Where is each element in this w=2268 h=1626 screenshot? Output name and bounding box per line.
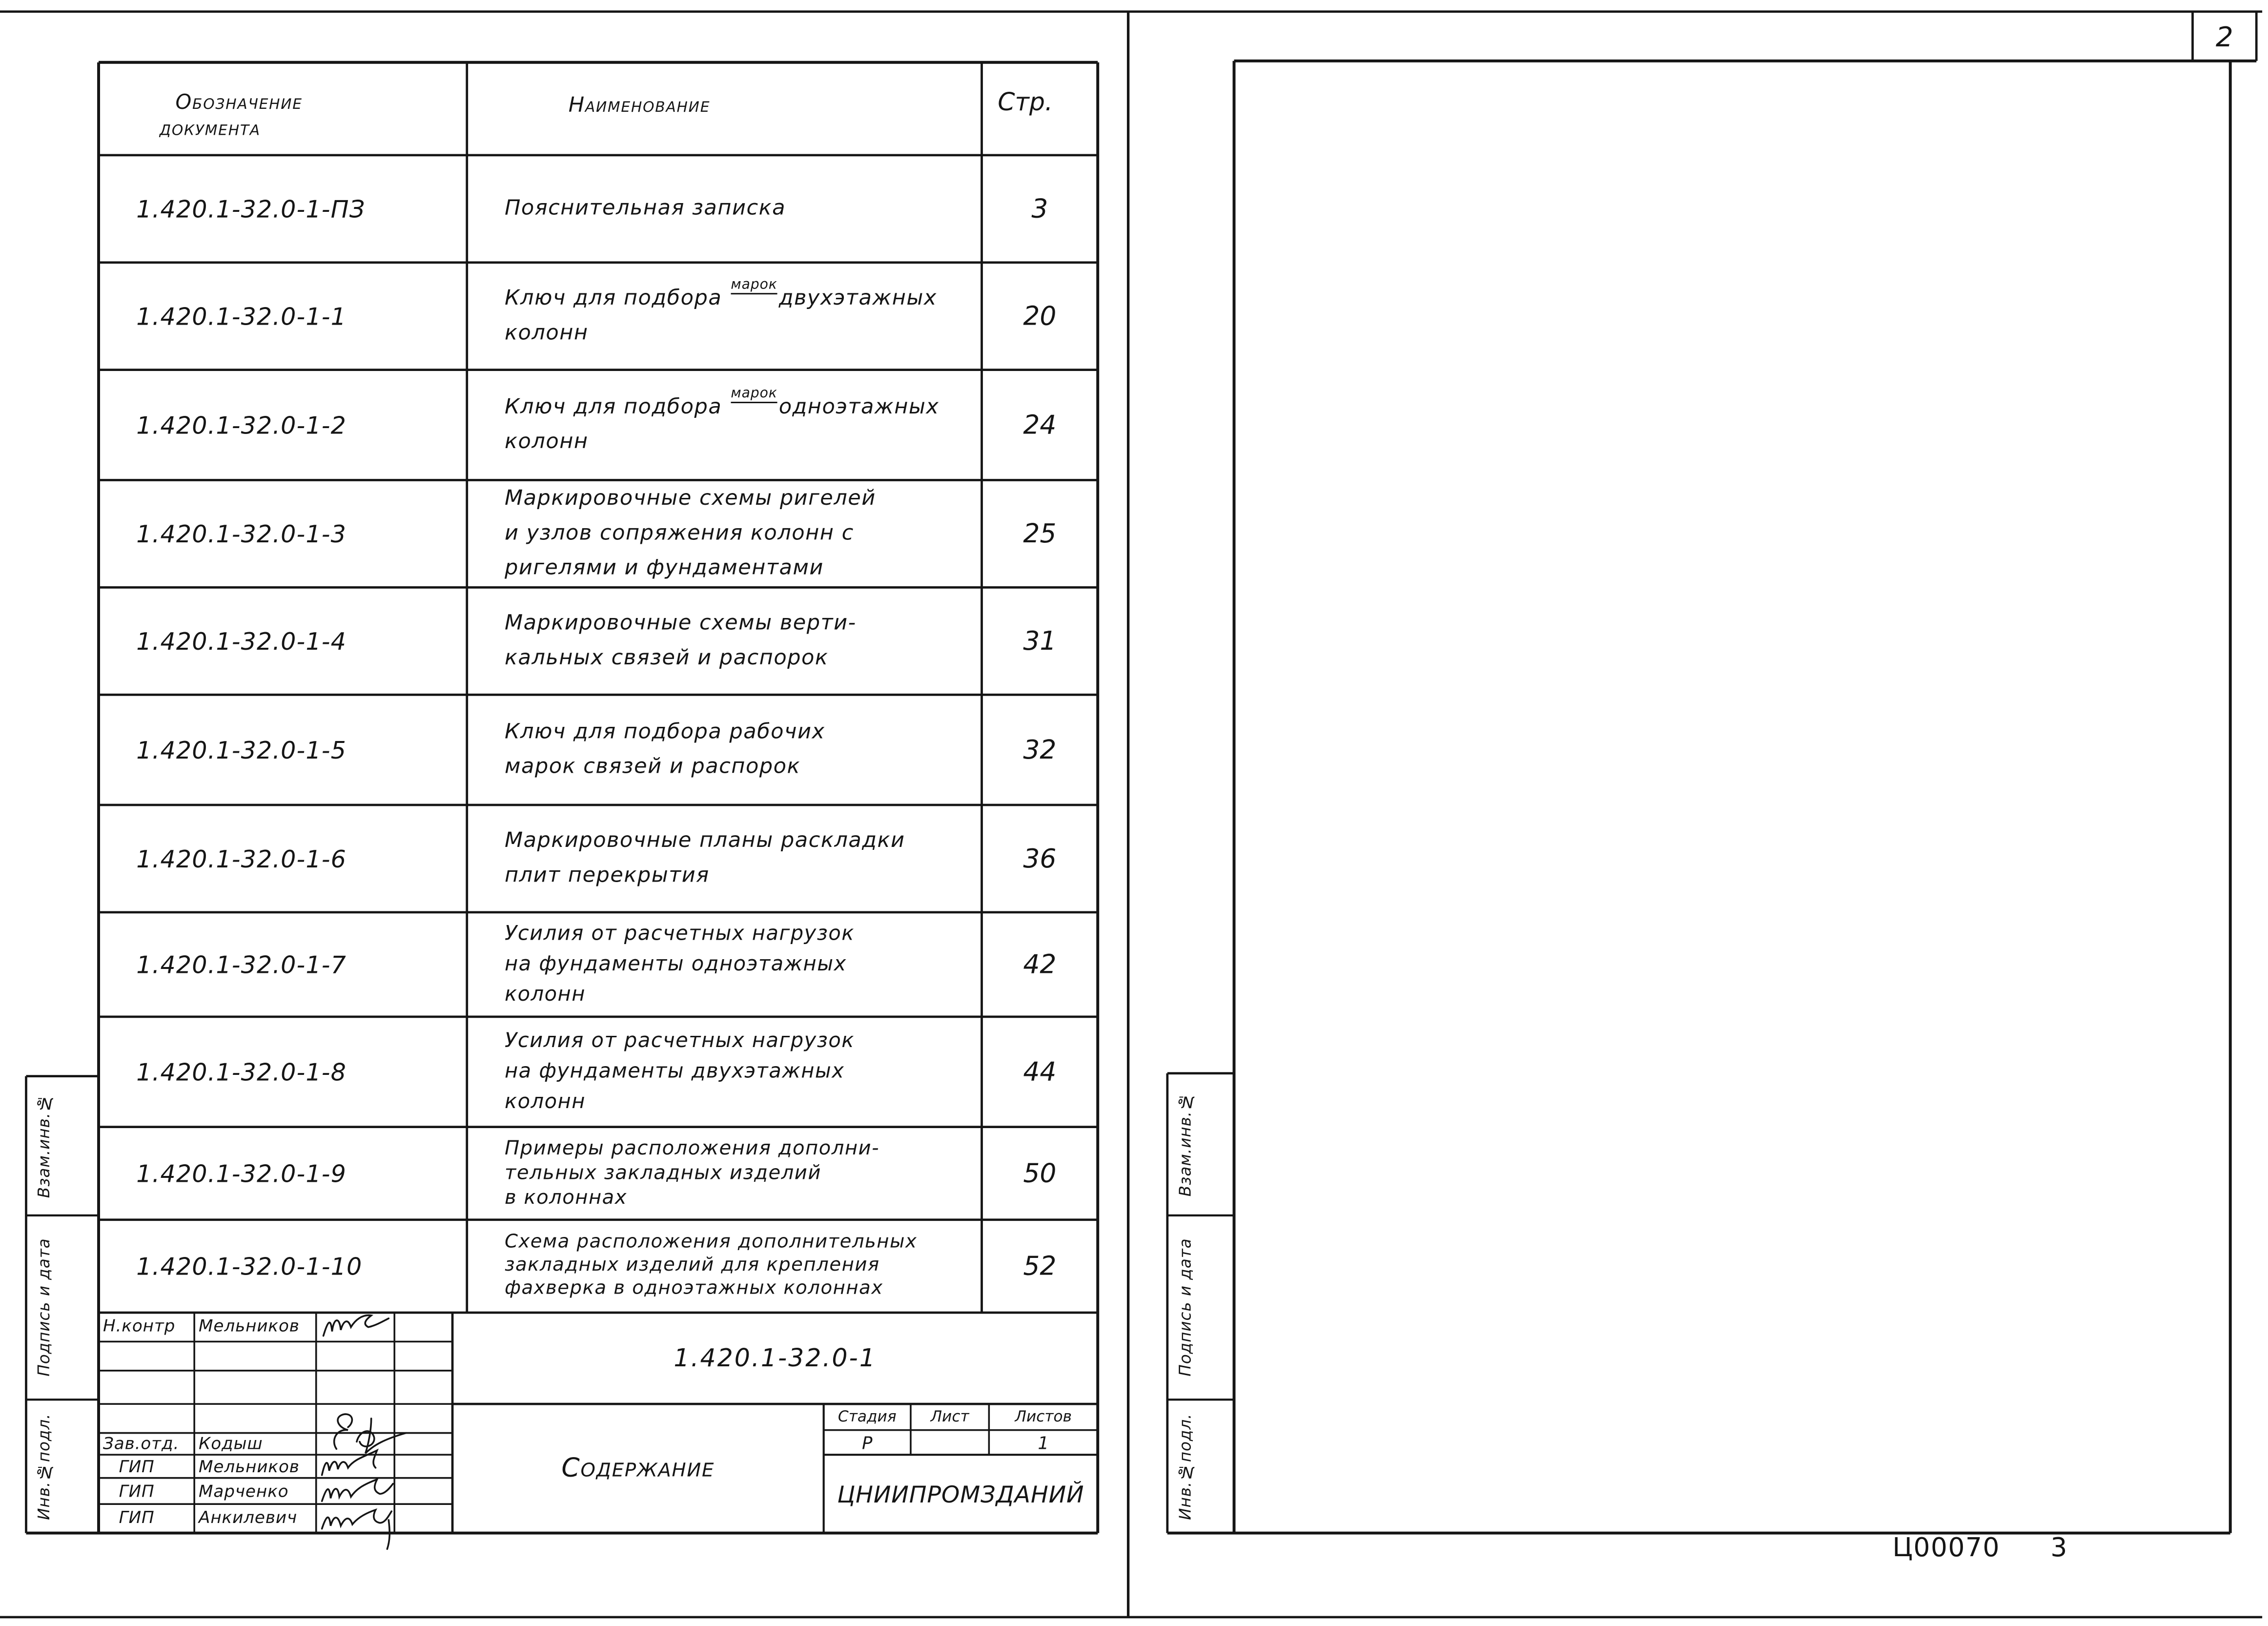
sheets-total-value: 1 (1038, 1432, 1049, 1453)
row-page: 20 (1023, 301, 1057, 331)
archive-code: Ц00070 (1892, 1533, 2001, 1564)
archive-page: 3 (2050, 1533, 2067, 1564)
row-name-line (504, 386, 982, 425)
organization-name: ЦНИИПРОМЗДАНИЙ (837, 1480, 1084, 1508)
signature-name-chief-engineer-1: Мельников (199, 1456, 300, 1477)
contents-row (99, 912, 1098, 1017)
signature-role-chief-engineer-1: ГИП (119, 1456, 155, 1477)
row-designation: 1.420.1-32.0-1-4 (136, 627, 347, 655)
side-stamp-replacement-inv: Взам.инв.№ (35, 1093, 54, 1198)
row-designation: 1.420.1-32.0-1-2 (136, 411, 347, 439)
row-name-line: Ключ для подбора рабочих (504, 720, 825, 744)
row-name-part: Ключ для подбора (504, 396, 722, 419)
row-name-line: колонн (504, 983, 586, 1006)
row-designation: 1.420.1-32.0-1-5 (136, 736, 347, 764)
header-page: Стр. (998, 88, 1053, 118)
row-name (467, 1220, 982, 1313)
row-designation: 1.420.1-32.0-1-7 (136, 950, 347, 979)
row-name (467, 587, 982, 695)
contents-row (99, 1220, 1098, 1313)
row-page: 3 (1031, 193, 1048, 225)
row-name-line: марок связей и распорок (504, 756, 800, 779)
row-page: 32 (1023, 734, 1057, 765)
row-name-line: Маркировочные планы раскладки (504, 829, 905, 853)
row-name (467, 263, 982, 370)
header-name: Наименование (568, 94, 711, 118)
row-designation: 1.420.1-32.0-1-6 (136, 844, 347, 873)
side-stamp-signature-date: Подпись и дата (35, 1238, 54, 1377)
row-name-line: плит перекрытия (504, 864, 710, 888)
signature-name-chief-engineer-3: Анкилевич (199, 1507, 298, 1527)
row-name-insertion: марок (731, 386, 777, 402)
row-name-insertion: марок (731, 277, 777, 293)
row-name (467, 695, 982, 805)
row-name-part: Ключ для подбора (504, 287, 722, 310)
row-name-line: на фундаменты одноэтажных (504, 952, 847, 976)
row-name-part: двухэтажных (778, 287, 937, 310)
sheets-total-label: Листов (1015, 1408, 1072, 1426)
row-designation: 1.420.1-32.0-1-1 (136, 302, 347, 330)
row-name-line: в колоннах (504, 1185, 627, 1209)
row-name-line: и узлов сопряжения колонн с (504, 522, 854, 546)
contents-row (99, 587, 1098, 695)
row-name (467, 805, 982, 912)
row-name-line: на фундаменты двухэтажных (504, 1059, 845, 1083)
row-name (467, 1127, 982, 1220)
row-name (467, 1017, 982, 1127)
contents-row (99, 480, 1098, 587)
right-side-stamp-replacement-inv: Взам.инв.№ (1176, 1091, 1195, 1197)
contents-row (99, 263, 1098, 370)
signature-role-chief-engineer-2: ГИП (119, 1481, 155, 1502)
row-name-line: закладных изделий для крепления (504, 1255, 880, 1276)
row-page: 36 (1023, 843, 1057, 874)
document-title: Содержание (561, 1453, 715, 1484)
row-name-line: колонн (504, 431, 589, 454)
row-name-line: Пояснительная записка (504, 197, 786, 221)
row-name-line: фахверка в одноэтажных колоннах (504, 1277, 883, 1300)
sheet-label: Лист (930, 1408, 969, 1426)
row-name-line: Схема расположения дополнительных (504, 1231, 918, 1254)
row-page: 25 (1023, 518, 1057, 549)
contents-row (99, 805, 1098, 912)
row-name-line: кальных связей и распорок (504, 647, 829, 670)
row-designation: 1.420.1-32.0-1-10 (136, 1252, 363, 1280)
row-name (467, 912, 982, 1017)
row-name (467, 370, 982, 480)
contents-row (99, 155, 1098, 263)
row-name-line: колонн (504, 1090, 586, 1113)
row-name (467, 155, 982, 263)
signature-chief-engineer-3 (322, 1510, 392, 1549)
row-name-line: колонн (504, 322, 589, 346)
row-page: 42 (1023, 949, 1057, 980)
row-name-line: Маркировочные схемы верти- (504, 612, 857, 636)
stage-value: Р (862, 1432, 873, 1453)
row-page: 52 (1023, 1251, 1057, 1282)
row-page: 44 (1023, 1056, 1057, 1087)
row-name-line: Маркировочные схемы ригелей (504, 487, 876, 511)
contents-row (99, 695, 1098, 805)
row-name (467, 480, 982, 587)
row-designation: 1.420.1-32.0-1-3 (136, 520, 347, 548)
row-page: 50 (1023, 1158, 1057, 1189)
right-side-stamp-signature-date: Подпись и дата (1176, 1238, 1195, 1377)
row-page: 24 (1023, 410, 1057, 440)
header-designation-line-1: Обозначение (175, 91, 303, 115)
side-stamp-original-inv: Инв.№подл. (35, 1413, 54, 1520)
stage-label: Стадия (838, 1408, 897, 1426)
header-designation-line-2: документа (159, 117, 261, 141)
sheet-number: 2 (2215, 21, 2233, 53)
signature-name-head-dept: Кодыш (199, 1433, 263, 1454)
row-designation: 1.420.1-32.0-1-ПЗ (136, 195, 366, 223)
signature-role-norm-control: Н.контр (102, 1315, 176, 1336)
contents-row (99, 1017, 1098, 1127)
row-name-line: ригелями и фундаментами (504, 556, 824, 580)
right-side-stamp-original-inv: Инв.№подл. (1176, 1413, 1195, 1520)
contents-row (99, 370, 1098, 480)
row-page: 31 (1023, 626, 1057, 657)
signature-chief-engineer-2 (322, 1480, 393, 1502)
signature-norm-control (324, 1315, 389, 1336)
row-name-line: Усилия от расчетных нагрузок (504, 922, 855, 945)
signature-role-chief-engineer-3: ГИП (119, 1507, 155, 1527)
row-name-line: тельных закладных изделий (504, 1161, 821, 1185)
row-name-part: одноэтажных (778, 396, 940, 419)
row-designation: 1.420.1-32.0-1-9 (136, 1159, 347, 1187)
row-designation: 1.420.1-32.0-1-8 (136, 1058, 347, 1086)
contents-row (99, 1127, 1098, 1220)
row-name-line: Примеры расположения дополни- (504, 1136, 880, 1160)
signature-role-head-dept: Зав.отд. (102, 1433, 180, 1454)
signature-name-chief-engineer-2: Марченко (199, 1481, 289, 1502)
signature-name-norm-control: Мельников (199, 1315, 300, 1336)
row-name-line: Усилия от расчетных нагрузок (504, 1029, 855, 1052)
row-name-line (504, 277, 982, 316)
document-code: 1.420.1-32.0-1 (674, 1343, 877, 1373)
